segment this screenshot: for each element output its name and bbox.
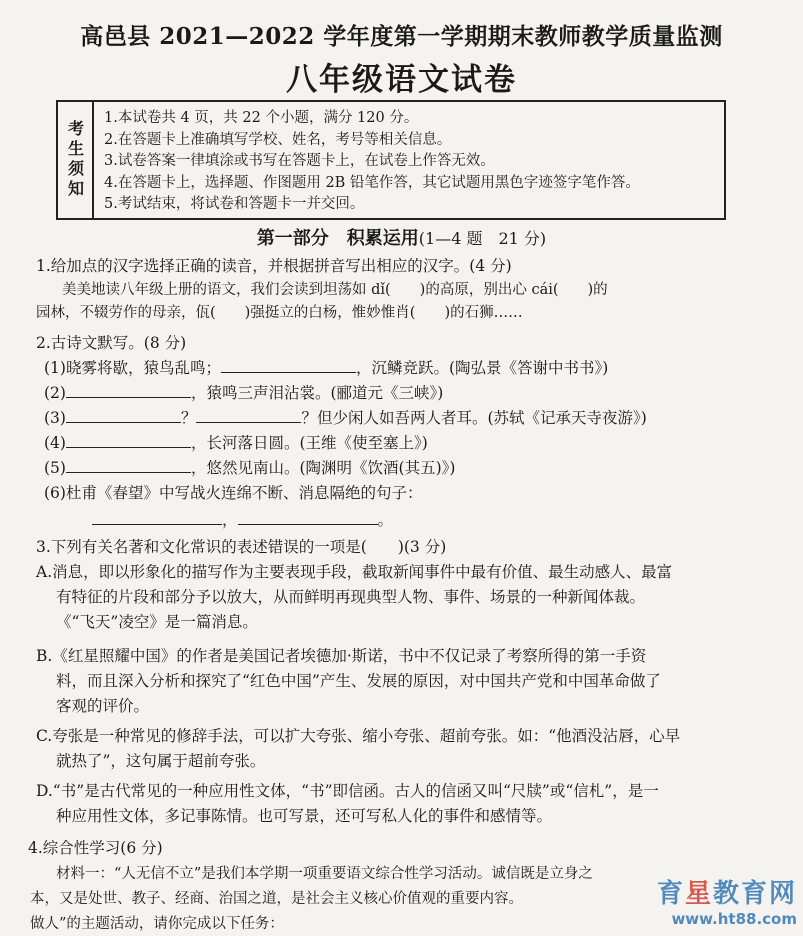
- q3-option-b-line1: B.《红星照耀中国》的作者是美国记者埃德加·斯诺，书中不仅记录了考察所得的第一手资: [36, 647, 647, 665]
- notice-item: 2.在答题卡上准确填写学校、姓名，考号等相关信息。: [104, 131, 452, 148]
- q3-option-a-line1: A.消息，即以形象化的描写作为主要表现手段，截取新闻事件中最有价值、最生动感人、最富: [36, 563, 673, 581]
- q3-option-a-line2: 有特征的片段和部分予以放大，从而鲜明再现典型人物、事件、场景的一种新闻体裁。: [56, 588, 646, 606]
- notice-box: [56, 100, 726, 220]
- section-title-main: 第一部分 积累运用: [256, 228, 419, 249]
- answer-blank[interactable]: [66, 458, 191, 473]
- q3-option-d-line1: D.“书”是古代常见的一种应用性文体，“书”即信函。古人的信函又叫“尺牍”或“信札”，是一: [36, 782, 659, 800]
- q2-line3-q1: ？: [180, 409, 197, 427]
- watermark-brand-b: 星: [684, 879, 713, 909]
- watermark-brand-a: 育: [656, 879, 685, 909]
- notice-list: [104, 108, 719, 216]
- q4-material1-line2: 本，又是处世、教子、经商、治国之道，是社会主义核心价值观的重要内容。: [30, 891, 523, 907]
- section-title: [0, 224, 803, 250]
- answer-blank[interactable]: [66, 383, 191, 398]
- notice-item: 3.试卷答案一律填涂或书写在答题卡上，在试卷上作答无效。: [104, 153, 495, 169]
- q2-line4-source: ，长河落日圆。(王维《使至塞上》): [190, 434, 428, 452]
- q2-line4-num: (4): [44, 434, 66, 452]
- answer-blank[interactable]: [66, 433, 191, 448]
- q2-line2: [44, 381, 443, 403]
- q3-option-c-line2: 就热了”，这句属于超前夸张。: [56, 752, 266, 770]
- q2-line6: (6)杜甫《春望》中写战火连绵不断、消息隔绝的句子：: [44, 484, 423, 502]
- q4-material1-line1: 材料一：“人无信不立”是我们本学期一项重要语文综合性学习活动。诚信既是立身之: [56, 866, 593, 882]
- q2-line1-source: ，沉鳞竞跃。(陶弘景《答谢中书书》): [355, 359, 609, 377]
- notice-item: 4.在答题卡上，选择题、作图题用 2B 铅笔作答，其它试题用黑色字迹签字笔作答。: [104, 174, 640, 191]
- q3-option-a-line3: 《“飞天”凌空》是一篇消息。: [56, 613, 258, 631]
- q2-line3-num: (3): [44, 409, 66, 427]
- q3-stem: 3.下列有关名著和文化常识的表述错误的一项是( )(3 分): [36, 538, 447, 556]
- watermark-url: www.ht88.com: [671, 910, 797, 928]
- answer-blank[interactable]: [238, 510, 378, 525]
- q3-option-d-line2: 种应用性文体，多记事陈情。也可写景，还可写私人化的事件和感情等。: [56, 807, 553, 825]
- answer-blank[interactable]: [196, 408, 301, 423]
- q2-line2-num: (2): [44, 384, 66, 402]
- q2-line6-comma: ，: [222, 511, 238, 529]
- answer-blank[interactable]: [221, 358, 356, 373]
- q2-line3: [44, 406, 647, 428]
- notice-label: 考生须知: [58, 102, 94, 218]
- watermark: [657, 873, 797, 928]
- q2-line6-blanks: [92, 508, 393, 530]
- notice-item: 1.本试卷共 4 页，共 22 个小题，满分 120 分。: [104, 110, 419, 126]
- q2-line3-source: ？但少闲人如吾两人者耳。(苏轼《记承天寺夜游》): [301, 409, 647, 427]
- watermark-brand: [657, 873, 797, 910]
- q2-line5: [44, 456, 455, 478]
- answer-blank[interactable]: [66, 408, 181, 423]
- q3-option-b-line3: 客观的评价。: [56, 697, 150, 715]
- q2-line4: [44, 431, 428, 453]
- q2-line1-text: (1)晓雾将歇，猿鸟乱鸣；: [44, 359, 221, 377]
- q2-line6-period: 。: [377, 511, 394, 529]
- q3-option-b-line2: 料，而且深入分析和探究了“红色中国”产生、发展的原因，对中国共产党和中国革命做了: [56, 672, 661, 690]
- exam-subtitle: 八年级语文试卷: [286, 62, 517, 98]
- q2-line5-source: ，悠然见南山。(陶渊明《饮酒(其五)》): [190, 459, 456, 477]
- q4-stem: 4.综合性学习(6 分): [28, 839, 163, 857]
- q2-line1: [44, 356, 608, 378]
- q4-material1-line3: 做人”的主题活动，请你完成以下任务：: [30, 916, 284, 932]
- q2-line2-source: ，猿鸣三声泪沾裳。(郦道元《三峡》): [190, 384, 444, 402]
- q2-stem: 2.古诗文默写。(8 分): [36, 334, 187, 352]
- q3-option-c-line1: C.夸张是一种常见的修辞手法，可以扩大夸张、缩小夸张、超前夸张。如：“他酒没沾唇，心早: [36, 727, 681, 745]
- answer-blank[interactable]: [92, 510, 222, 525]
- q1-stem: 1.给加点的汉字选择正确的读音，并根据拼音写出相应的汉字。(4 分): [36, 257, 512, 275]
- q2-line5-num: (5): [44, 459, 66, 477]
- notice-item: 5.考试结束，将试卷和答题卡一并交回。: [104, 196, 365, 212]
- q1-line1: 美美地读八年级上册的语文，我们会读到坦荡如 dǐ( )的高原，别出心 cái( )的: [62, 282, 608, 298]
- exam-title: 高邑县 2021—2022 学年度第一学期期末教师教学质量监测: [80, 23, 723, 50]
- section-title-sub: (1—4 题 21 分): [418, 229, 547, 248]
- q1-line2: 园林，不辍劳作的母亲，佤( )强挺立的白杨，惟妙惟肖( )的石狮……: [36, 305, 523, 321]
- watermark-brand-c: 教育网: [712, 879, 797, 909]
